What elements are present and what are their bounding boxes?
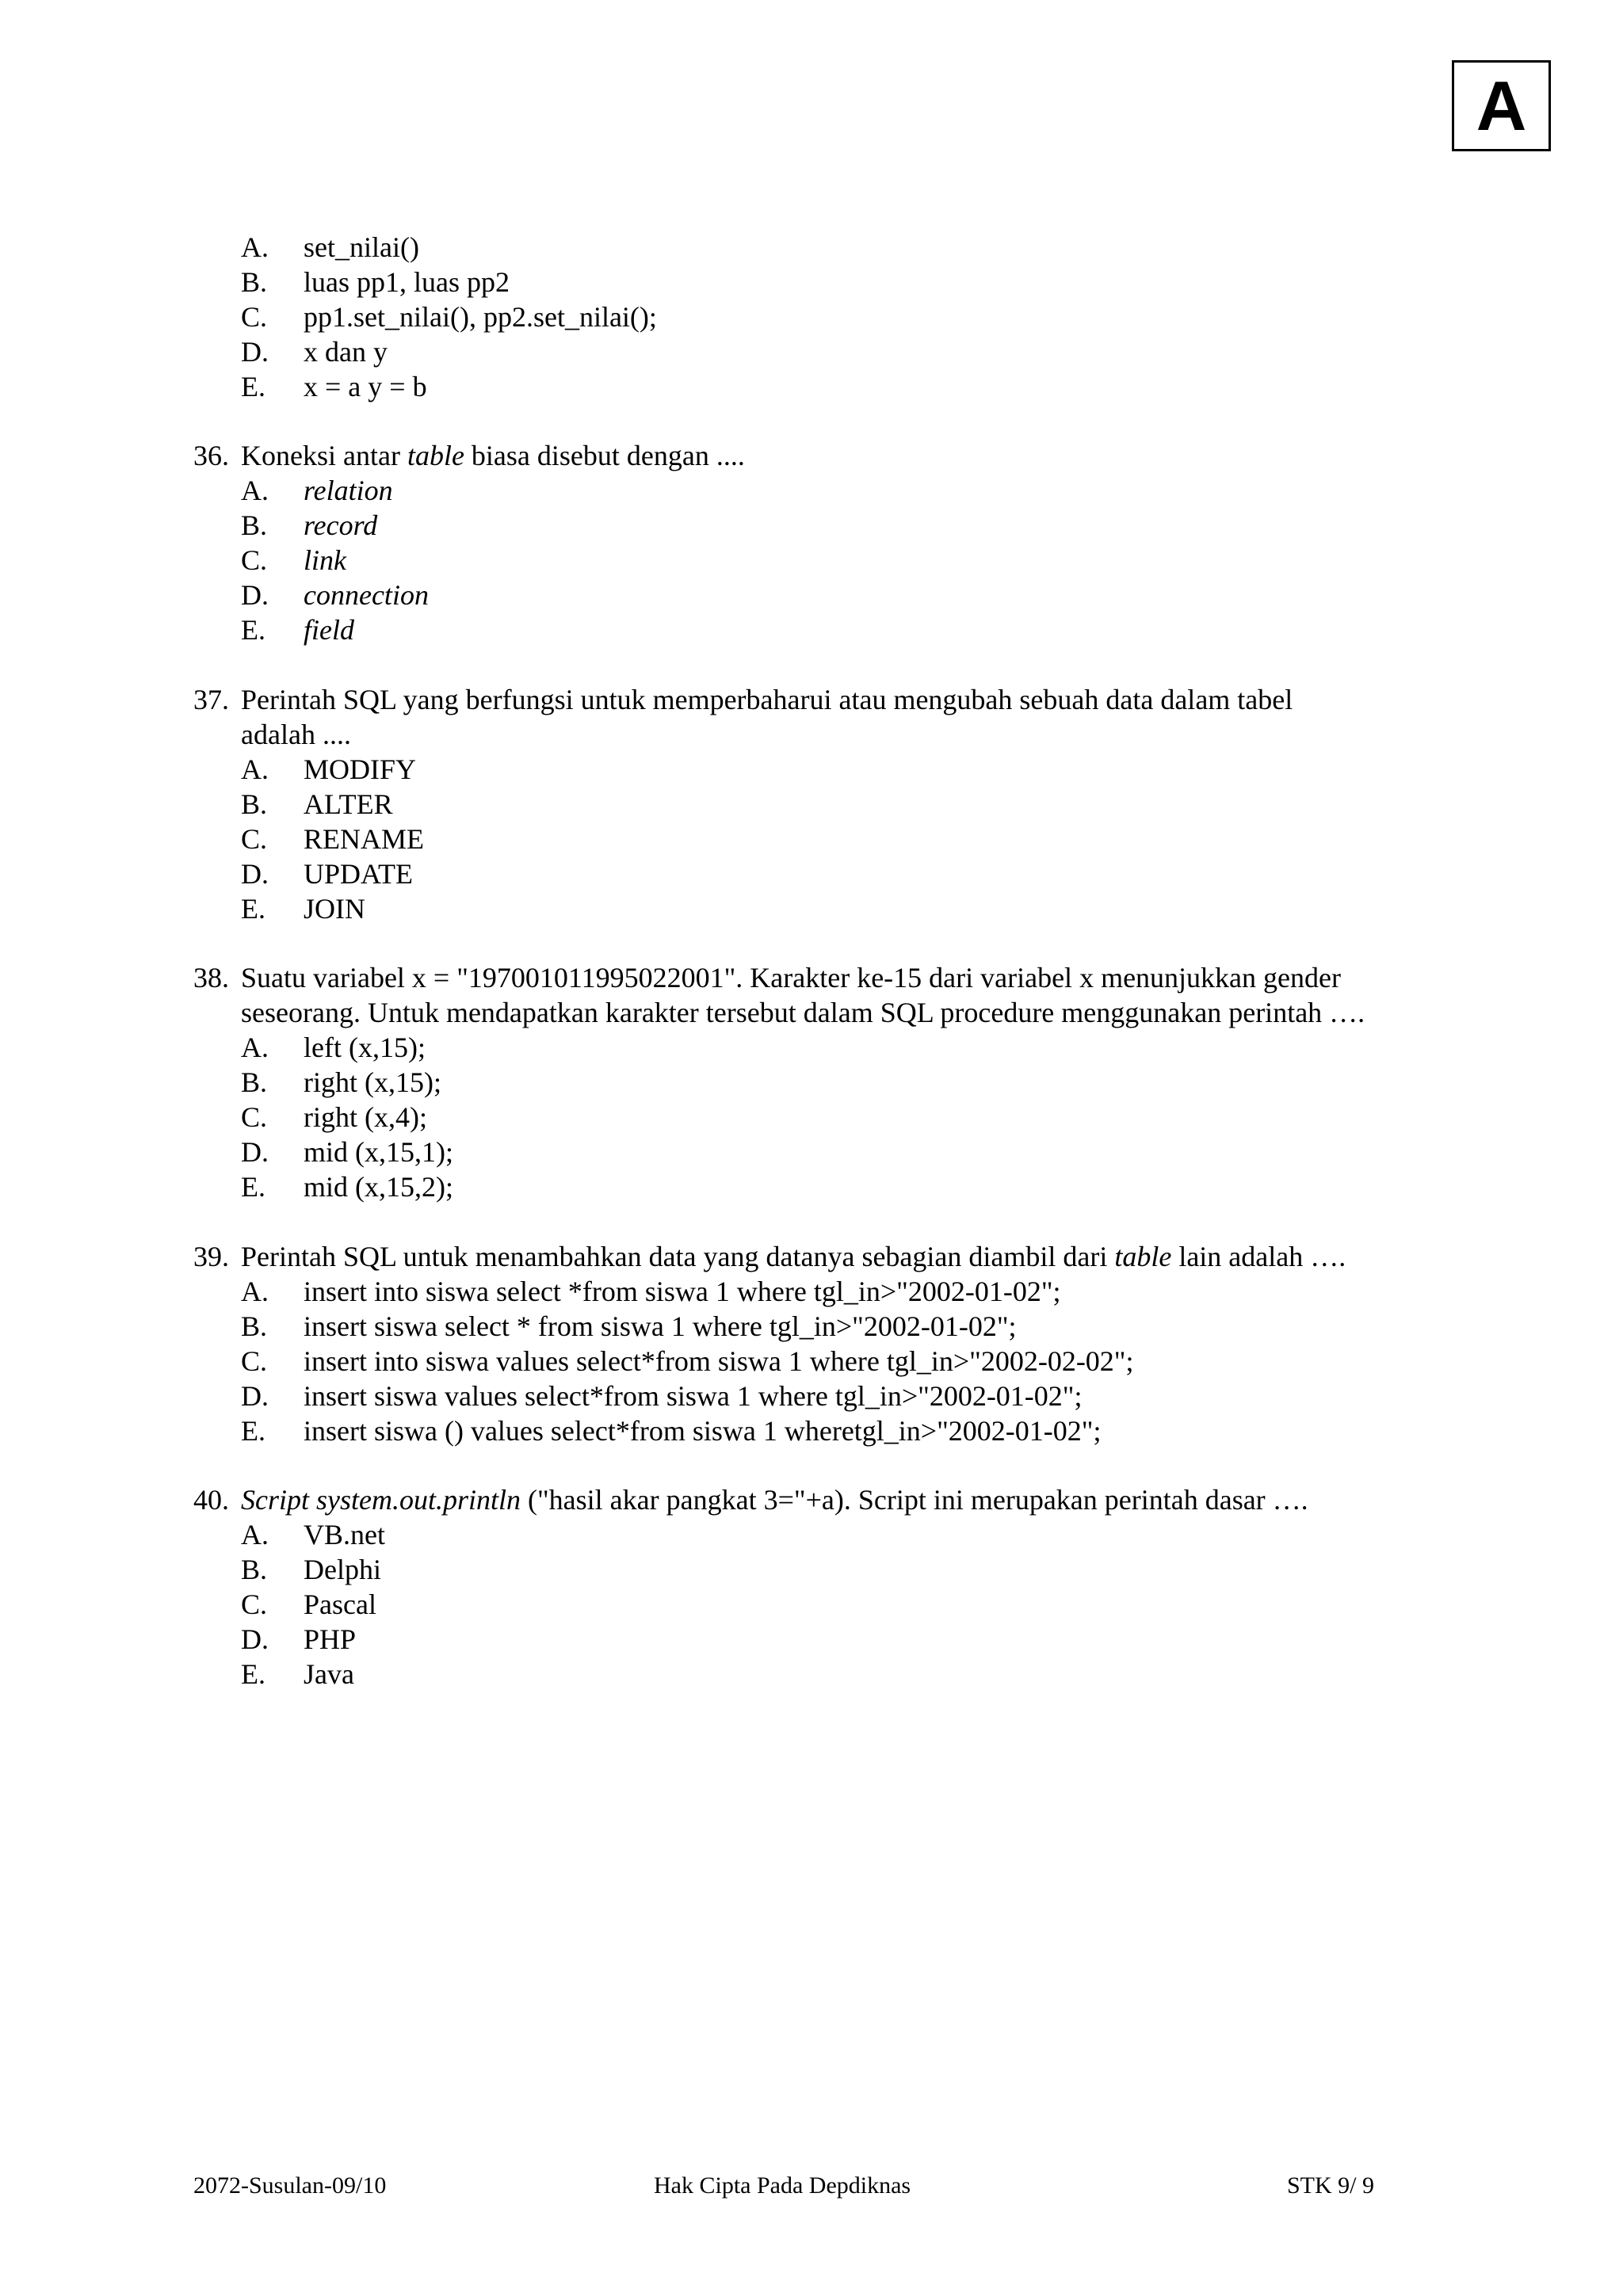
option-text: set_nilai() [304, 231, 419, 263]
option-text: ALTER [304, 788, 393, 820]
option-letter: B. [241, 788, 268, 820]
option-letter: C. [241, 1345, 268, 1377]
option-letter: D. [241, 1136, 269, 1168]
question-stem: Script system.out.println ("hasil akar pangkat 3="+a). Script ini merupakan perintah dasar …. [241, 1484, 1308, 1516]
question-stem-line: Suatu variabel x = "197001011995022001". Karakter ke-15 dari variabel x menunjukkan gender [241, 962, 1341, 994]
option-letter: A. [241, 1519, 269, 1550]
option-letter: E. [241, 371, 265, 402]
option-letter: D. [241, 336, 269, 368]
question-stem: Perintah SQL untuk menambahkan data yang datanya sebagian diambil dari table lain adalah …. [241, 1241, 1346, 1272]
option-text: Delphi [304, 1554, 381, 1585]
option-letter: C. [241, 823, 268, 855]
option-letter: B. [241, 1066, 268, 1098]
option-text: Pascal [304, 1589, 376, 1620]
option-text: MODIFY [304, 753, 417, 785]
option-text: connection [304, 579, 429, 611]
option-text: RENAME [304, 823, 424, 855]
option-letter: D. [241, 1380, 269, 1412]
option-text: link [304, 544, 346, 576]
option-letter: E. [241, 1658, 265, 1690]
option-letter: A. [241, 1032, 269, 1063]
option-letter: E. [241, 614, 265, 646]
question-number: 40. [193, 1484, 229, 1516]
option-text: insert into siswa values select*from siswa 1 where tgl_in>"2002-02-02"; [304, 1345, 1134, 1377]
question-stem-line: seseorang. Untuk mendapatkan karakter tersebut dalam SQL procedure menggunakan perintah …. [241, 997, 1365, 1028]
option-letter: C. [241, 1589, 268, 1620]
question-stem-line: adalah .... [241, 719, 351, 750]
option-text: field [304, 614, 354, 646]
option-text: x = a y = b [304, 371, 427, 402]
option-letter: C. [241, 301, 268, 333]
option-letter: D. [241, 579, 269, 611]
option-text: VB.net [304, 1519, 385, 1550]
option-text: right (x,4); [304, 1101, 427, 1133]
option-letter: B. [241, 509, 268, 541]
option-letter: E. [241, 1415, 265, 1447]
option-text: mid (x,15,1); [304, 1136, 453, 1168]
option-text: left (x,15); [304, 1032, 426, 1063]
option-text: right (x,15); [304, 1066, 441, 1098]
footer-page-number: STK 9/ 9 [1287, 2172, 1375, 2199]
option-text: x dan y [304, 336, 388, 368]
footer-document-code: 2072-Susulan-09/10 [193, 2172, 387, 2199]
option-text: insert siswa () values select*from siswa 1 wheretgl_in>"2002-01-02"; [304, 1415, 1102, 1447]
option-text: insert siswa select * from siswa 1 where tgl_in>"2002-01-02"; [304, 1310, 1017, 1342]
option-letter: A. [241, 231, 269, 263]
option-letter: D. [241, 1623, 269, 1655]
option-text: UPDATE [304, 858, 414, 890]
option-letter: D. [241, 858, 269, 890]
question-number: 36. [193, 440, 229, 471]
footer-copyright: Hak Cipta Pada Depdiknas [654, 2172, 911, 2199]
version-label: A [1476, 66, 1527, 145]
option-text: JOIN [304, 893, 365, 925]
question-number: 38. [193, 962, 229, 994]
option-letter: B. [241, 1554, 268, 1585]
option-letter: B. [241, 1310, 268, 1342]
option-letter: E. [241, 1171, 265, 1203]
option-letter: E. [241, 893, 265, 925]
option-text: PHP [304, 1623, 357, 1655]
option-text: Java [304, 1658, 354, 1690]
option-letter: A. [241, 753, 269, 785]
option-letter: C. [241, 544, 268, 576]
version-label-box [1452, 60, 1551, 151]
question-stem: Koneksi antar table biasa disebut dengan .... [241, 440, 745, 471]
option-text: record [304, 509, 378, 541]
option-text: relation [304, 475, 393, 506]
option-text: luas pp1, luas pp2 [304, 266, 510, 298]
option-letter: A. [241, 475, 269, 506]
question-number: 39. [193, 1241, 229, 1272]
option-text: insert siswa values select*from siswa 1 where tgl_in>"2002-01-02"; [304, 1380, 1083, 1412]
option-text: insert into siswa select *from siswa 1 where tgl_in>"2002-01-02"; [304, 1276, 1061, 1307]
option-letter: C. [241, 1101, 268, 1133]
question-stem-line: Perintah SQL yang berfungsi untuk memperbaharui atau mengubah sebuah data dalam tabel [241, 684, 1293, 715]
option-text: pp1.set_nilai(), pp2.set_nilai(); [304, 301, 657, 333]
question-number: 37. [193, 684, 229, 715]
option-letter: A. [241, 1276, 269, 1307]
option-text: mid (x,15,2); [304, 1171, 453, 1203]
option-letter: B. [241, 266, 268, 298]
